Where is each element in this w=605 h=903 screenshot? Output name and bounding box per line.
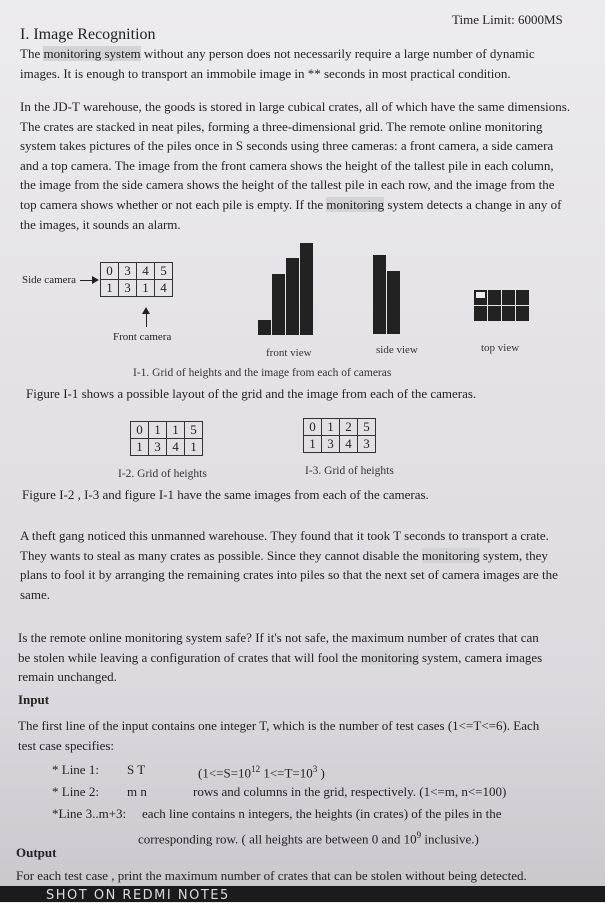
camera-watermark: SHOT ON REDMI NOTE5 xyxy=(46,888,230,903)
side-camera-label: Side camera xyxy=(22,274,77,286)
input-heading: Input xyxy=(18,692,50,707)
input-line-1-range: ($1<=S=10^{12}$ $1<=T=10^3$ ) xyxy=(198,764,325,781)
top-view-label: top view xyxy=(481,342,520,354)
grid-figure-3: 0 1 2 5 1 3 4 3 xyxy=(303,418,376,453)
front-camera-arrow-icon xyxy=(146,313,147,327)
figure-3-caption: I-3. Grid of heights xyxy=(305,465,394,477)
input-line-1: * Line 1: xyxy=(52,762,99,777)
figure-2-caption: I-2. Grid of heights xyxy=(118,468,207,480)
front-camera-label: Front camera xyxy=(113,331,172,343)
output-heading: Output xyxy=(16,845,57,860)
input-line-3-desc: each line contains n integers, the heights (in crates) of the piles in the xyxy=(142,806,502,821)
grid-figure-1: 0 3 4 5 1 3 1 4 xyxy=(100,262,173,297)
input-line-2-vars: m n xyxy=(127,784,147,799)
front-camera-arrowhead-icon xyxy=(142,307,150,314)
description-paragraph: In the JD-T warehouse, the goods is stored in large cubical crates, all of which have the same dimensions. The crates are stacked in neat piles, forming a three-dimensional grid. The remote online monitoring system takes pictures of the piles once in S seconds using three cameras: a front camera, a side camera and a top camera. The image from the front camera shows the height of the tallest pile in each column, the image from the side camera shows the height of the tallest pile in each row, and the image from the top camera shows whether or not each pile is empty. If the monitoring system detects a change in any of the images, it sounds an alarm. xyxy=(20,99,571,232)
figure-1-text: Figure I-1 shows a possible layout of the grid and the image from each of the cameras. xyxy=(26,386,477,401)
theft-paragraph: A theft gang noticed this unmanned warehouse. They found that it took T seconds to transport a crate. They wants to steal as many crates as possible. Since they cannot disable the monitoring system, they plans to fool it by arranging the remaining crates into piles so that the next set of camera images are the same. xyxy=(20,528,558,602)
figure-2-text: Figure I-2 , I-3 and figure I-1 have the same images from each of the cameras. xyxy=(22,487,429,502)
input-line-2-desc: rows and columns in the grid, respectively. (1<=m, n<=100) xyxy=(193,784,507,799)
output-description: For each test case , print the maximum number of crates that can be stolen without being detected. xyxy=(16,868,527,883)
front-view-label: front view xyxy=(266,347,312,359)
input-description: The first line of the input contains one integer T, which is the number of test cases (1<=T<=6). Each test case specifies: xyxy=(18,718,540,753)
figure-1-caption: I-1. Grid of heights and the image from each of cameras xyxy=(133,367,392,379)
grid-figure-2: 0 1 1 5 1 3 4 1 xyxy=(130,421,203,456)
input-line-3-desc2: corresponding row. ( all heights are between 0 and $10^9$ inclusive.) xyxy=(138,830,479,847)
side-camera-arrowhead-icon xyxy=(92,276,99,284)
input-line-3: *Line 3..m+3: xyxy=(52,806,127,821)
intro-paragraph: The monitoring system without any person does not necessarily require a large number of dynamic images. It is enough to transport an immobile image in ** seconds in most practical condition. xyxy=(20,46,535,81)
input-line-2: * Line 2: xyxy=(52,784,99,799)
side-view-label: side view xyxy=(376,344,418,356)
question-paragraph: Is the remote online monitoring system safe? If it's not safe, the maximum number of crates that can be stolen while leaving a configuration of crates that will fool the monitoring system, camera images remain unchanged. xyxy=(18,630,543,685)
time-limit: Time Limit: 6000MS xyxy=(452,12,563,27)
input-line-1-vars: S T xyxy=(127,762,146,777)
problem-title: I. Image Recognition xyxy=(20,26,156,43)
